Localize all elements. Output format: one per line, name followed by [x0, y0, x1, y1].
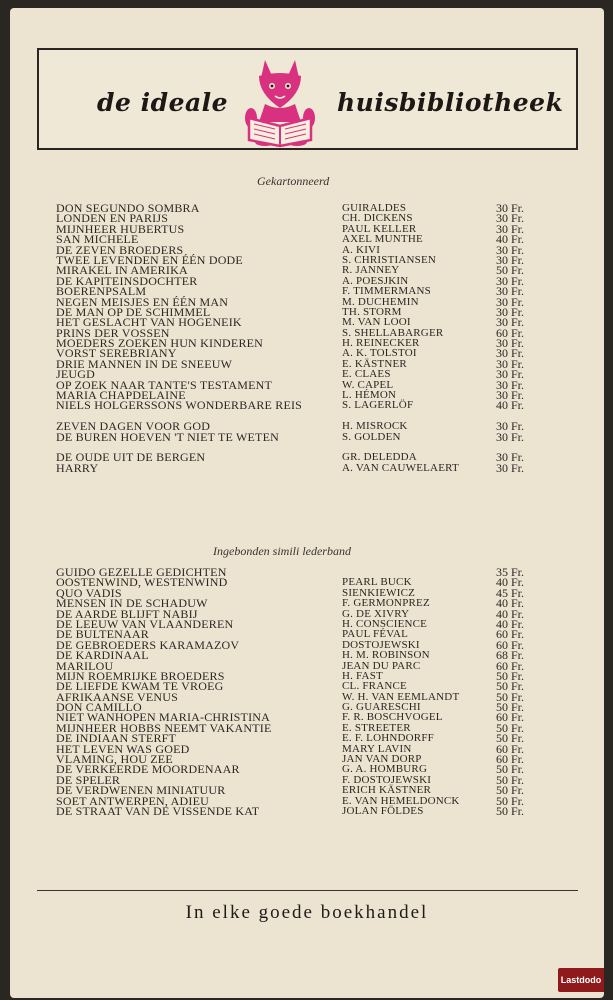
book-title: MIRAKEL IN AMERIKA: [56, 263, 188, 278]
book-title: OOSTENWIND, WESTENWIND: [56, 575, 228, 590]
book-title: AFRIKAANSE VENUS: [56, 689, 178, 704]
book-price: 50 Fr.: [496, 803, 525, 818]
book-author: SIENKIEWICZ: [342, 586, 416, 599]
book-price: 30 Fr.: [496, 419, 525, 434]
book-price: 30 Fr.: [496, 284, 525, 299]
book-price: 50 Fr.: [496, 720, 525, 735]
book-price: 50 Fr.: [496, 772, 525, 787]
book-price: 68 Fr.: [496, 648, 525, 663]
book-author: AXEL MUNTHE: [342, 233, 423, 246]
book-author: H. REINECKER: [342, 337, 420, 350]
book-price: 50 Fr.: [496, 731, 525, 746]
book-row: [56, 460, 556, 475]
book-author: S. SHELLABARGER: [342, 326, 444, 339]
book-row: [56, 356, 556, 371]
book-price: 40 Fr.: [496, 232, 525, 247]
book-price: 30 Fr.: [496, 356, 525, 371]
book-price: 30 Fr.: [496, 304, 525, 319]
book-author: GUIRALDES: [342, 202, 407, 214]
section-title-gekartonneerd: Gekartonneerd: [257, 174, 330, 188]
book-author: L. HÉMON: [342, 389, 397, 402]
book-author: ERICH KÄSTNER: [342, 784, 432, 797]
footer-tagline: In elke goede boekhandel: [185, 902, 429, 923]
book-author: TH. STORM: [342, 305, 402, 318]
book-title: MARIA CHAPDELAINE: [56, 388, 186, 403]
book-price: 30 Fr.: [496, 450, 525, 465]
book-price: 30 Fr.: [496, 346, 525, 361]
book-title: GUIDO GEZELLE GEDICHTEN: [56, 565, 227, 579]
book-price: 45 Fr.: [496, 585, 525, 600]
book-author: H. CONSCIENCE: [342, 617, 428, 630]
book-price: 35 Fr.: [496, 565, 525, 579]
book-title: MIJNHEER HUBERTUS: [56, 221, 185, 236]
section-title-lederband: Ingebonden simili lederband: [213, 544, 351, 558]
book-price: 50 Fr.: [496, 793, 525, 808]
book-price: 50 Fr.: [496, 762, 525, 777]
book-author: E. CLAES: [342, 368, 391, 381]
book-title: DE AARDE BLIJFT NABIJ: [56, 606, 198, 621]
book-title: QUO VADIS: [56, 585, 122, 600]
book-title: DE SPELER: [56, 772, 121, 787]
book-price: 50 Fr.: [496, 700, 525, 715]
book-author: M. DUCHEMIN: [342, 295, 419, 308]
book-author: JOLAN FÖLDES: [342, 804, 424, 817]
book-back-cover: [10, 8, 604, 998]
book-title: DE KARDINAAL: [56, 648, 149, 663]
book-price: 40 Fr.: [496, 606, 525, 621]
book-author: F. DOSTOJEWSKI: [342, 773, 432, 786]
book-title: DE MAN OP DE SCHIMMEL: [56, 304, 211, 319]
book-price: 40 Fr.: [496, 575, 525, 590]
book-author: A. POESJKIN: [342, 274, 409, 287]
book-title: DE VERDWENEN MINIATUUR: [56, 783, 226, 798]
book-row: [56, 400, 556, 421]
book-price: 30 Fr.: [496, 367, 525, 382]
book-author: H. MISROCK: [342, 420, 408, 433]
book-title: DE STRAAT VAN DE VISSENDE KAT: [56, 803, 260, 818]
book-title: BOERENPSALM: [56, 284, 147, 299]
series-header: [37, 48, 578, 150]
book-author: S. LAGERLÖF: [342, 399, 414, 412]
book-title: PRINS DER VOSSEN: [56, 325, 170, 340]
book-price: 40 Fr.: [496, 616, 525, 631]
book-author: JEAN DU PARC: [342, 659, 421, 672]
book-price: 40 Fr.: [496, 596, 525, 611]
book-author: S. CHRISTIANSEN: [342, 253, 437, 266]
book-price: 30 Fr.: [496, 211, 525, 226]
book-price: 50 Fr.: [496, 668, 525, 683]
book-price: 40 Fr.: [496, 398, 525, 413]
book-author: A. KIVI: [342, 243, 381, 256]
book-author: E. VAN HEMELDONCK: [342, 794, 460, 807]
book-title: TWEE LEVENDEN EN ÉÉN DODE: [56, 252, 243, 267]
book-author: G. A. HOMBURG: [342, 763, 428, 776]
book-price: 60 Fr.: [496, 325, 525, 340]
book-row: [56, 648, 556, 663]
book-price: 60 Fr.: [496, 637, 525, 652]
book-author: E. KÄSTNER: [342, 357, 407, 370]
watermark-sticker: Lastdodo: [558, 968, 604, 992]
book-title: VLAMING, HOU ZEE: [56, 752, 173, 767]
book-author: M. VAN LOOI: [342, 316, 411, 329]
book-list-gekartonneerd: [56, 203, 556, 473]
book-title: OP ZOEK NAAR TANTE'S TESTAMENT: [56, 377, 273, 392]
book-author: MARY LAVIN: [342, 742, 412, 755]
book-title: MIJNHEER HOBBS NEEMT VAKANTIE: [56, 720, 272, 735]
book-title: DE GEBROEDERS KARAMAZOV: [56, 637, 240, 652]
book-title: NEGEN MEISJES EN ÉÉN MAN: [56, 294, 229, 309]
fox-reading-book-icon: [235, 56, 325, 148]
book-title: MARILOU: [56, 658, 114, 673]
book-title: DE INDIAAN STERFT: [56, 731, 177, 746]
book-price: 30 Fr.: [496, 377, 525, 392]
book-title: VORST SEREBRIANY: [56, 346, 177, 361]
book-author: W. H. VAN EEMLANDT: [342, 690, 460, 703]
book-title: DE LEEUW VAN VLAANDEREN: [56, 616, 234, 631]
book-author: CH. DICKENS: [342, 212, 413, 225]
book-price: 30 Fr.: [496, 336, 525, 351]
book-author: CL. FRANCE: [342, 680, 407, 693]
book-title: MIJN ROEMRIJKE BROEDERS: [56, 668, 225, 683]
book-price: 30 Fr.: [496, 315, 525, 330]
book-author: A. VAN CAUWELAERT: [342, 461, 459, 474]
book-row: [56, 762, 556, 777]
book-title: JEUGD: [56, 367, 95, 382]
book-author: H. M. ROBINSON: [342, 649, 430, 662]
book-author: H. FAST: [342, 669, 383, 682]
book-price: 60 Fr.: [496, 710, 525, 725]
book-price: 50 Fr.: [496, 679, 525, 694]
book-row: [56, 450, 556, 465]
book-price: 60 Fr.: [496, 658, 525, 673]
book-price: 30 Fr.: [496, 460, 525, 475]
book-title: DE VERKEERDE MOORDENAAR: [56, 762, 240, 777]
book-title: ZEVEN DAGEN VOOR GOD: [56, 419, 211, 434]
book-price: 60 Fr.: [496, 752, 525, 767]
book-author: A. K. TOLSTOI: [342, 347, 417, 360]
book-title: HARRY: [56, 460, 99, 475]
book-row: [56, 575, 556, 590]
book-author: PEARL BUCK: [342, 576, 412, 589]
book-author: F. R. BOSCHVOGEL: [342, 711, 443, 724]
book-title: DE OUDE UIT DE BERGEN: [56, 450, 206, 465]
book-price: 60 Fr.: [496, 627, 525, 642]
book-title: LONDEN EN PARIJS: [56, 211, 169, 226]
book-title: NIELS HOLGERSSONS WONDERBARE REIS: [56, 398, 303, 413]
book-title: DRIE MANNEN IN DE SNEEUW: [56, 356, 233, 371]
book-price: 30 Fr.: [496, 388, 525, 403]
book-title: NIET WANHOPEN MARIA-CHRISTINA: [56, 710, 271, 725]
book-price: 30 Fr.: [496, 242, 525, 257]
book-title: MOEDERS ZOEKEN HUN KINDEREN: [56, 336, 264, 351]
book-price: 30 Fr.: [496, 201, 525, 215]
book-author: E. STREETER: [342, 721, 411, 734]
book-row: [56, 429, 556, 453]
book-author: JAN VAN DORP: [342, 753, 422, 766]
book-title: SOET ANTWERPEN, ADIEU: [56, 793, 209, 808]
book-list-lederband: [56, 567, 556, 816]
book-title: MENSEN IN DE SCHADUW: [56, 596, 208, 611]
book-price: 60 Fr.: [496, 741, 525, 756]
book-row: [56, 803, 556, 818]
book-author: F. TIMMERMANS: [342, 285, 431, 298]
book-author: GR. DELEDDA: [342, 451, 417, 464]
book-title: SAN MICHELE: [56, 232, 139, 247]
book-title: HET LEVEN WAS GOED: [56, 741, 190, 756]
book-author: E. F. LOHNDORFF: [342, 732, 434, 745]
book-author: W. CAPEL: [342, 378, 394, 391]
book-price: 30 Fr.: [496, 273, 525, 288]
book-title: HET GESLACHT VAN HOGENEIK: [56, 315, 242, 330]
book-title: DON CAMILLO: [56, 700, 142, 715]
series-name-right: huisbibliotheek: [337, 88, 564, 117]
book-author: F. GERMONPREZ: [342, 597, 430, 610]
book-price: 30 Fr.: [496, 294, 525, 309]
book-author: S. GOLDEN: [342, 430, 401, 443]
book-title: DE KAPITEINSDOCHTER: [56, 273, 198, 288]
book-author: PAUL KELLER: [342, 222, 417, 235]
book-price: 50 Fr.: [496, 689, 525, 704]
book-price: 30 Fr.: [496, 252, 525, 267]
book-title: DE BUREN HOEVEN 'T NIET TE WETEN: [56, 429, 279, 444]
book-price: 50 Fr.: [496, 783, 525, 798]
book-author: DOSTOJEWSKI: [342, 638, 420, 651]
book-author: G. GUARESCHI: [342, 701, 421, 714]
book-title: DON SEGUNDO SOMBRA: [56, 201, 200, 215]
book-price: 30 Fr.: [496, 429, 525, 444]
book-author: G. DE XIVRY: [342, 607, 410, 620]
book-price: 30 Fr.: [496, 221, 525, 236]
book-title: DE LIEFDE KWAM TE VROEG: [56, 679, 224, 694]
book-author: R. JANNEY: [342, 264, 400, 277]
footer-divider: [37, 890, 578, 891]
series-name-left: de ideale: [97, 88, 229, 117]
book-title: DE ZEVEN BROEDERS: [56, 242, 184, 257]
book-price: 50 Fr.: [496, 263, 525, 278]
book-author: PAUL FÉVAL: [342, 628, 409, 641]
book-title: DE BULTENAAR: [56, 627, 149, 642]
